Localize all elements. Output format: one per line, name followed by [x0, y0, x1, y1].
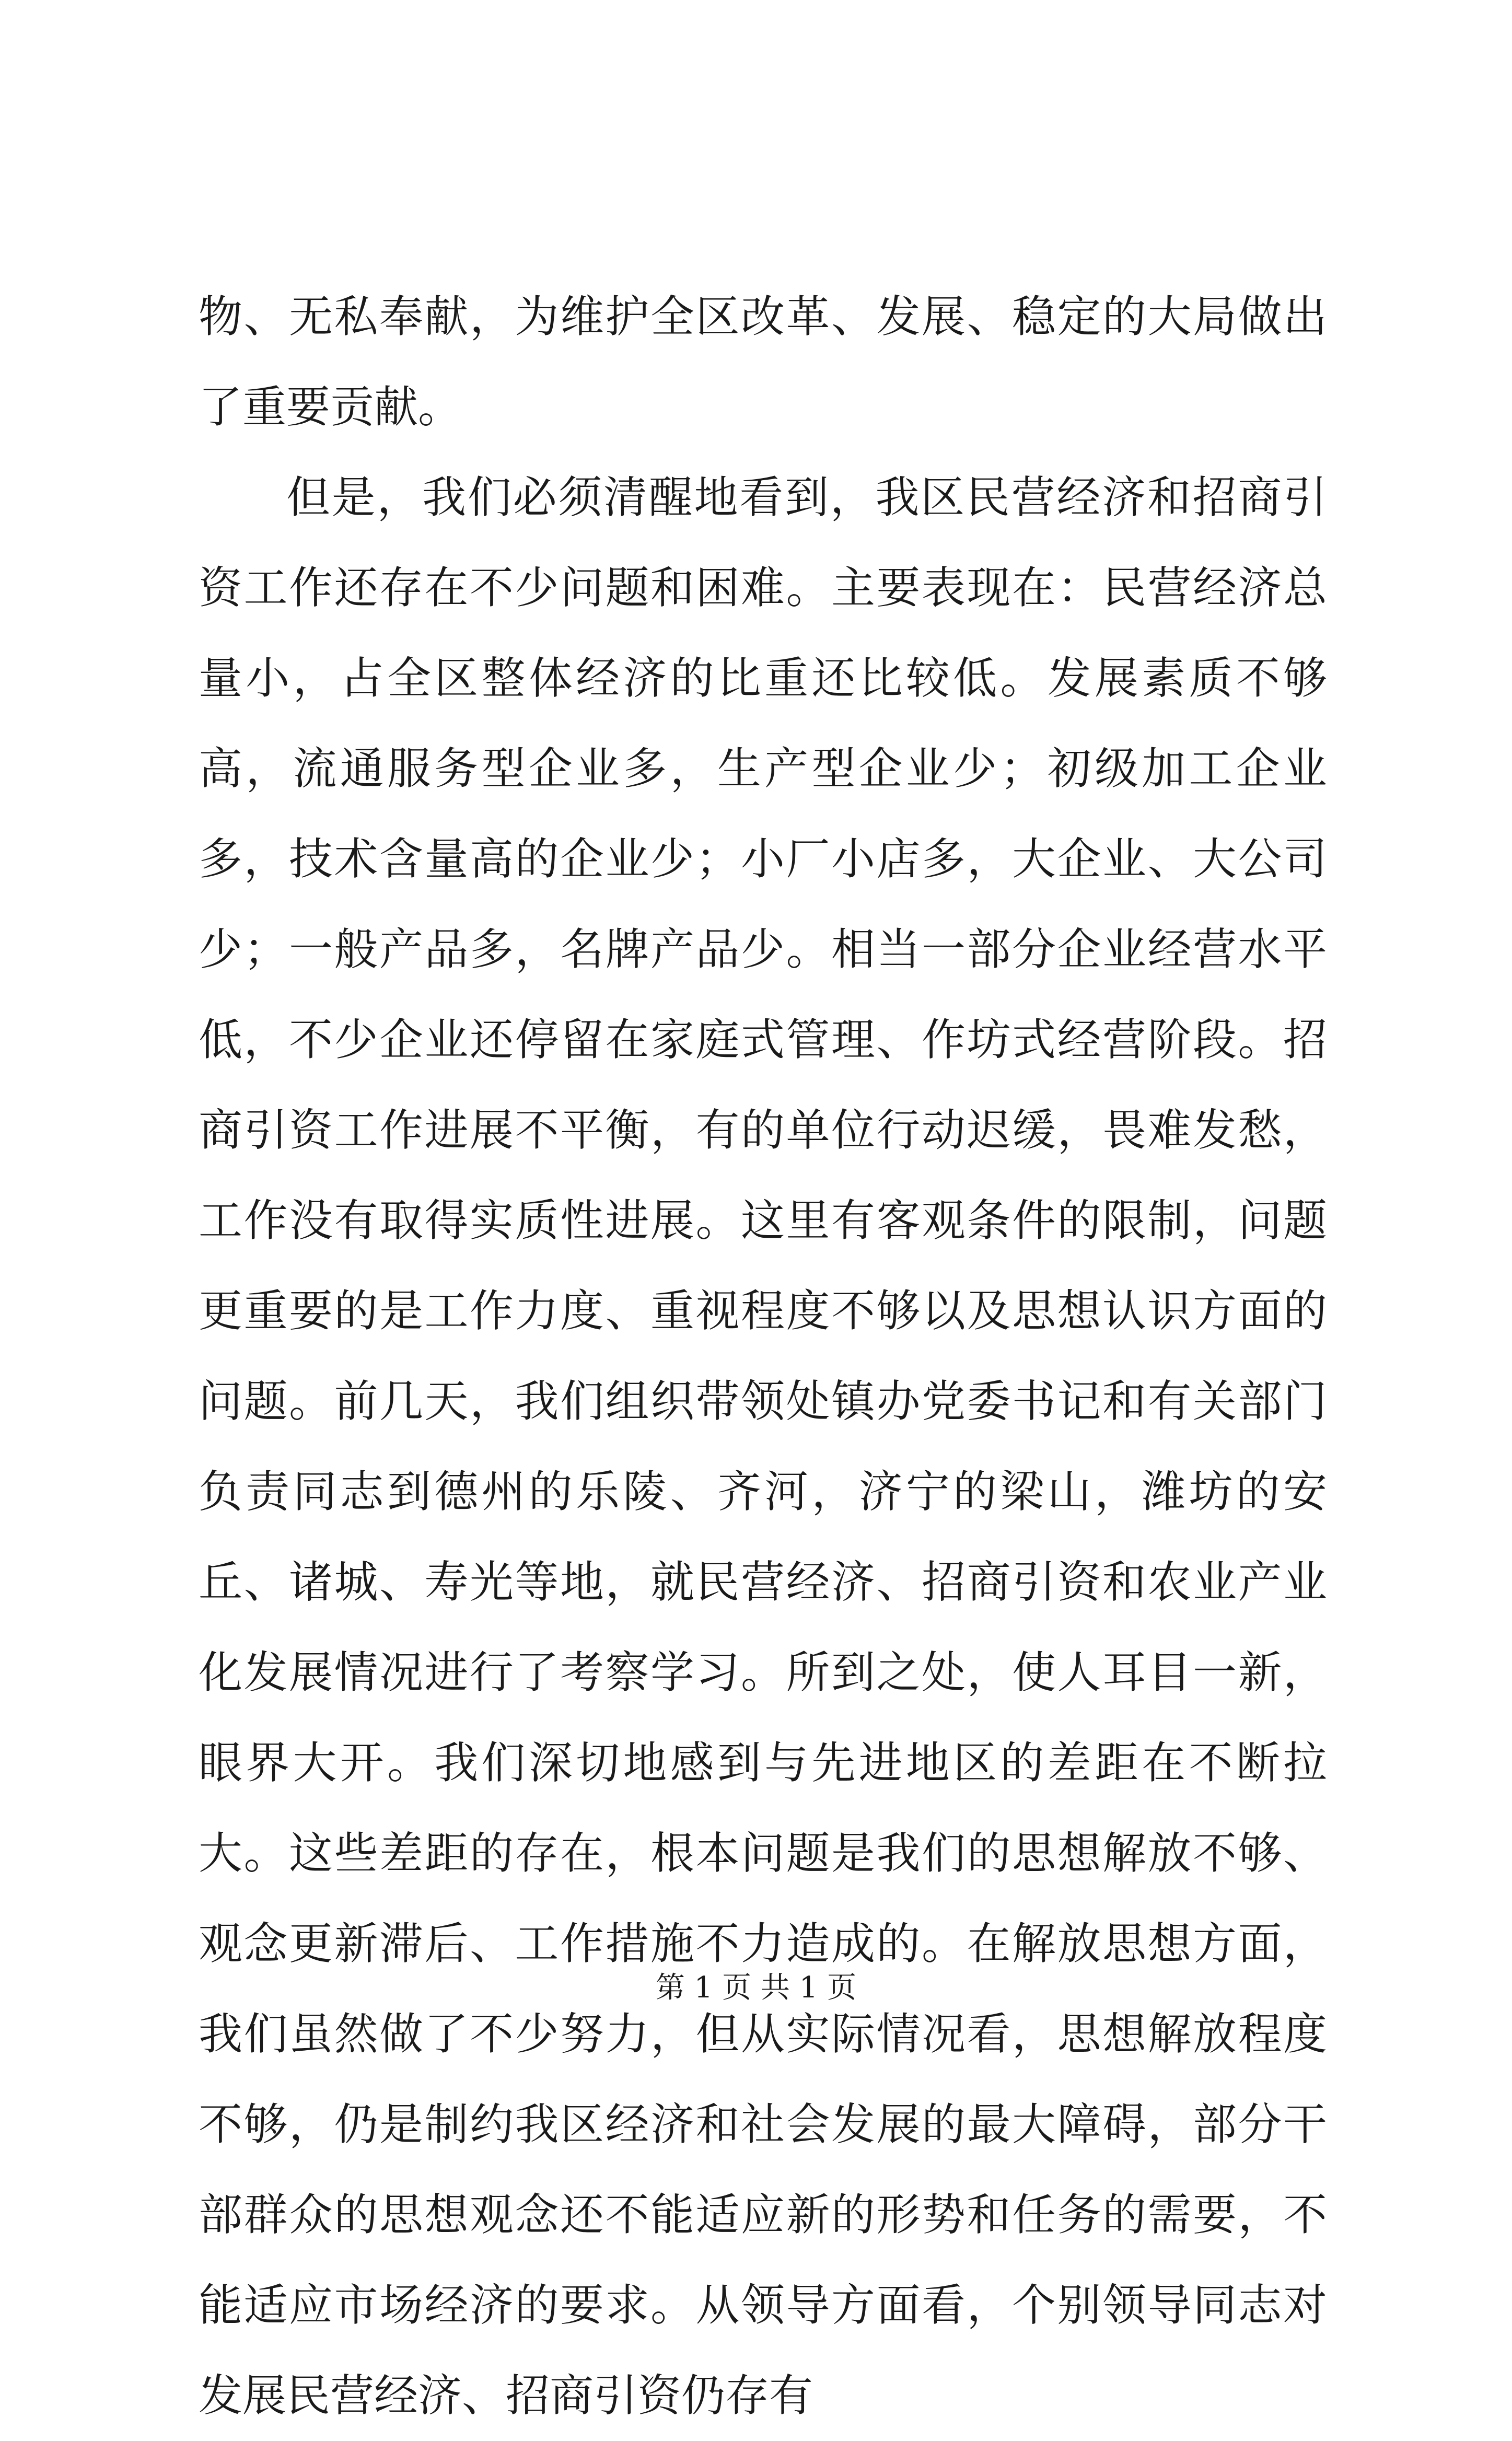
document-body — [199, 272, 1327, 2441]
paragraph-2: 但是，我们必须清醒地看到，我区民营经济和招商引资工作还存在不少问题和困难。主要表现在：民营经济总量小，占全区整体经济的比重还比较低。发展素质不够高，流通服务型企业多，生产型企业少；初级加工企业多，技术含量高的企业少；小厂小店多，大企业、大公司少；一般产品多，名牌产品少。相当一部分企业经营水平低，不少企业还停留在家庭式管理、作坊式经营阶段。招商引资工作进展不平衡，有的单位行动迟缓，畏难发愁，工作没有取得实质性进展。这里有客观条件的限制，问题更重要的是工作力度、重视程度不够以及思想认识方面的问题。前几天，我们组织带领处镇办党委书记和有关部门负责同志到德州的乐陵、齐河，济宁的梁山，潍坊的安丘、诸城、寿光等地，就民营经济、招商引资和农业产业化发展情况进行了考察学习。所到之处，使人耳目一新，眼界大开。我们深切地感到与先进地区的差距在不断拉大。这些差距的存在，根本问题是我们的思想解放不够、观念更新滞后、工作措施不力造成的。在解放思想方面，我们虽然做了不少努力，但从实际情况看，思想解放程度不够，仍是制约我区经济和社会发展的最大障碍，部分干部群众的思想观念还不能适应新的形势和任务的需要，不能适应市场经济的要求。从领导方面看，个别领导同志对发展民营经济、招商引资仍存有 — [199, 472, 1327, 2421]
paragraph-1: 物、无私奉献，为维护全区改革、发展、稳定的大局做出了重要贡献。 — [199, 291, 1327, 433]
page-footer: 第 1 页 共 1 页 — [655, 1971, 857, 2005]
